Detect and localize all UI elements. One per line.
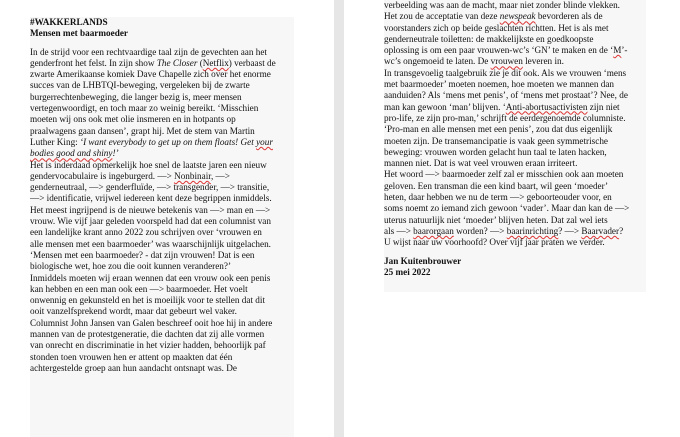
text-span: zijn niet [587, 101, 620, 112]
text-span: ) verbaast de [228, 57, 276, 68]
text-span: worden? —> [453, 225, 507, 236]
text-span: zwarte Amerikaanse komiek Dave Chapelle zich over het enorme [30, 69, 271, 80]
text-span: uterus natuurlijk niet ‘moeder’ blijven heten. Dat zal wel iets [384, 214, 608, 225]
text-line [30, 239, 294, 250]
right-text-column [384, 0, 644, 330]
text-line [384, 169, 644, 180]
text-span: man kan gewoon ‘man’ blijven. ‘ [384, 101, 506, 112]
text-span: Luther King: [30, 136, 81, 147]
text-line [384, 158, 644, 169]
text-line [384, 23, 644, 34]
text-span: wc’s ongemoeid te laten. De [384, 56, 491, 67]
left-body [30, 47, 294, 375]
text-line [30, 126, 294, 137]
text-line [30, 329, 294, 340]
text-line [30, 340, 294, 351]
text-span: verbeelding was aan de macht, maar niet zonder blinde vlekken. [384, 0, 620, 10]
text-line [30, 92, 294, 103]
text-line [30, 182, 294, 193]
text-line [30, 352, 294, 363]
text-span: your [256, 136, 273, 147]
hashtag-heading: #WAKKERLANDS [30, 17, 108, 27]
text-span: ’- [621, 45, 628, 56]
text-line [384, 237, 644, 248]
text-line [30, 137, 294, 148]
text-line [30, 295, 294, 306]
text-line [384, 192, 644, 203]
text-line [30, 318, 294, 329]
text-span: beweging: vrouwen worden gelacht hun taal te laten hacken, [384, 146, 607, 157]
text-line [30, 171, 294, 182]
text-span: ‘I want everybody to get up on them floats! Get [80, 136, 257, 147]
text-line [384, 79, 644, 90]
text-span: als —> [384, 225, 414, 236]
article-title: Mensen met baarmoeder [30, 28, 128, 39]
text-span: moeten zijn. De transemancipatie is vaak geen symmetrische [384, 135, 608, 146]
text-span: ‘Pro-man en alle mensen met een penis’, zou dat dus eigenlijk [384, 124, 613, 135]
text-line [384, 124, 644, 135]
text-span: mannen niet. Dat is wat veel vrouwen eraan irriteert. [384, 158, 578, 169]
text-line [384, 181, 644, 192]
text-span: kan hebben en een man ook een —> baarmoeder. Het voelt [30, 283, 248, 294]
text-line [384, 11, 644, 22]
text-span: Het woord —> baarmoeder zelf zal er misschien ook aan moeten [384, 169, 624, 180]
text-line [384, 147, 644, 158]
text-span: biologische wet, hoe zou die ooit kunnen veranderen?’ [30, 261, 232, 272]
text-span: baarinrichting [506, 225, 559, 236]
text-span: geloven. Een transman die een kind baart, wil geen ‘moeder’ [384, 180, 609, 191]
text-line [30, 261, 294, 272]
text-line [30, 306, 294, 317]
text-span: heten, daar hebben we nu de term —> geboorteouder voor, en [384, 192, 612, 203]
text-span: aanduiden? Als ‘mens met penis’, of ‘mens met prostaat’? Nee, de [384, 90, 628, 101]
text-span: Inmiddels moeten wij eraan wennen dat een vrouw ook een penis [30, 272, 271, 283]
text-line [30, 363, 294, 374]
text-span: bodies good and shiny [30, 148, 113, 159]
text-line [384, 102, 644, 113]
text-span: baarorgaan [413, 225, 454, 236]
text-line [30, 273, 294, 284]
text-line [30, 47, 294, 58]
text-span: ooit vanzelfsprekend wordt, maar dat gebeurt wel vaker. [30, 306, 237, 317]
text-span: The Closer [156, 57, 198, 68]
publication-date: 25 mei 2022 [384, 266, 431, 277]
text-line [384, 215, 644, 226]
text-span: Nonbinair [174, 170, 211, 181]
text-span: leveren in. [522, 56, 564, 67]
text-span: M [613, 45, 622, 56]
text-line [384, 226, 644, 237]
text-span: vrouw. Wie vijf jaar geleden voorspeld had dat een columnist van [30, 216, 271, 227]
text-span: voorstanders zich op beide geslachten richtten. Het is als met [384, 22, 609, 33]
text-span: moeten wij ons ook met olie insmeren en in hotpants op [30, 114, 236, 125]
text-line [384, 0, 644, 11]
text-span: Baarvader [581, 225, 620, 236]
text-span: soms noemt zo iemand zich gewoon ‘vader’. Maar dan kan de —> [384, 203, 630, 214]
left-text-column [30, 17, 294, 437]
text-span: alle mensen met een baarmoeder’ was waarschijnlijk uitgelachen. [30, 238, 271, 249]
right-body [384, 0, 644, 249]
text-line [30, 205, 294, 216]
text-span: In transgevoelig taalgebruik zie je dit ook. Als we vrouwen ‘mens [384, 67, 627, 78]
text-span: achtergestelde groep aan hun aandacht ontsnapt was. De [30, 362, 237, 373]
text-line [384, 90, 644, 101]
text-span: mannen van de protestgeneratie, die dachten dat zij alle vormen [30, 329, 265, 340]
text-span: U wijst naar uw voorhoofd? Over vijf jaar praten we verder. [384, 237, 605, 248]
text-span: ? [619, 225, 624, 236]
text-span: genderfront het felst. In zijn show [30, 57, 157, 68]
text-line [384, 34, 644, 45]
text-span: vertegenwoordigt, en toch maar zo weinig bereikt. ‘Misschien [30, 103, 259, 114]
text-span: In de strijd voor een rechtvaardige taal zijn de gevechten aan het [30, 46, 267, 57]
text-line [30, 80, 294, 91]
text-span: praalwagens gaan dansen’, grapt hij. Met de stem van Martin [30, 125, 255, 136]
text-line [384, 203, 644, 214]
text-span: genderneutraal, —> genderfluïde, —> transgender, —> transitie, [30, 182, 270, 193]
text-span: Anti-abortusactivisten [505, 101, 588, 112]
text-line [30, 227, 294, 238]
text-span: vrouwen [490, 56, 523, 67]
text-span: —> identificatie, vrijwel iedereen kent deze begrippen inmiddels. [30, 193, 272, 204]
text-line [30, 114, 294, 125]
text-span: stonden toen vrouwen hen er attent op maakten dat één [30, 351, 233, 362]
text-span: ( [197, 57, 203, 68]
text-span: bevorderen als de [535, 11, 603, 22]
text-line [30, 58, 294, 69]
text-span: pro-life, ze zijn pro-man,’ schrijft de eerdergenoemde columniste. [384, 112, 626, 123]
text-span: Columnist John Jansen van Galen beschreef ooit hoe hij in andere [30, 317, 273, 328]
text-line [384, 45, 644, 56]
text-span: succes van de LHBTQI-beweging, vergeleken bij de zwarte [30, 80, 250, 91]
document-page-left [0, 0, 334, 437]
page-gutter [334, 0, 344, 437]
text-line [30, 69, 294, 80]
text-span: ? —> [558, 225, 582, 236]
text-span: Het is inderdaad opmerkelijk hoe snel de laatste jaren een nieuw [30, 159, 267, 170]
text-line [384, 113, 644, 124]
text-span: ‘Mensen met een baarmoeder? - dat zijn vrouwen! Dat is een [30, 249, 255, 260]
text-line [30, 193, 294, 204]
text-line [30, 148, 294, 159]
text-span: een landelijke krant anno 2022 zou schrijven over ‘vrouwen en [30, 227, 262, 238]
text-span: !’ [112, 148, 119, 159]
text-span: Netflix [202, 57, 229, 68]
text-span: oplossing is om een paar vrouwen-wc’s ‘GN’ te maken en de ‘ [384, 45, 614, 56]
text-span: gendervocabulaire is ingeburgerd. —> [30, 170, 175, 181]
text-span: burgerrechtenbeweging, die langer bezig is, meer mensen [30, 91, 242, 102]
text-line [384, 136, 644, 147]
text-line [384, 56, 644, 67]
text-span: , —> [210, 170, 230, 181]
text-line [30, 250, 294, 261]
text-line [30, 216, 294, 227]
text-span: Het zou de acceptatie van deze [384, 11, 500, 22]
text-span: onwennig en gekunsteld en het is moeilijk voor te stellen dat dit [30, 295, 265, 306]
text-line [30, 284, 294, 295]
text-span: newspeak [499, 11, 536, 22]
document-page-right [344, 0, 680, 437]
text-span: van onrecht en discriminatie in het vizier hadden, behoorlijk paf [30, 340, 266, 351]
text-line [30, 103, 294, 114]
author-name: Jan Kuitenbrouwer [384, 255, 462, 266]
text-line [384, 68, 644, 79]
text-line [30, 160, 294, 171]
text-span: genderneutrale toiletten: de makkelijkste en goedkoopste [384, 33, 594, 44]
text-span: Het meest ingrijpend is de nieuwe betekenis van —> man en —> [30, 204, 271, 215]
text-span: met baarmoeder’ moeten noemen, hoe moeten we mannen dan [384, 79, 615, 90]
